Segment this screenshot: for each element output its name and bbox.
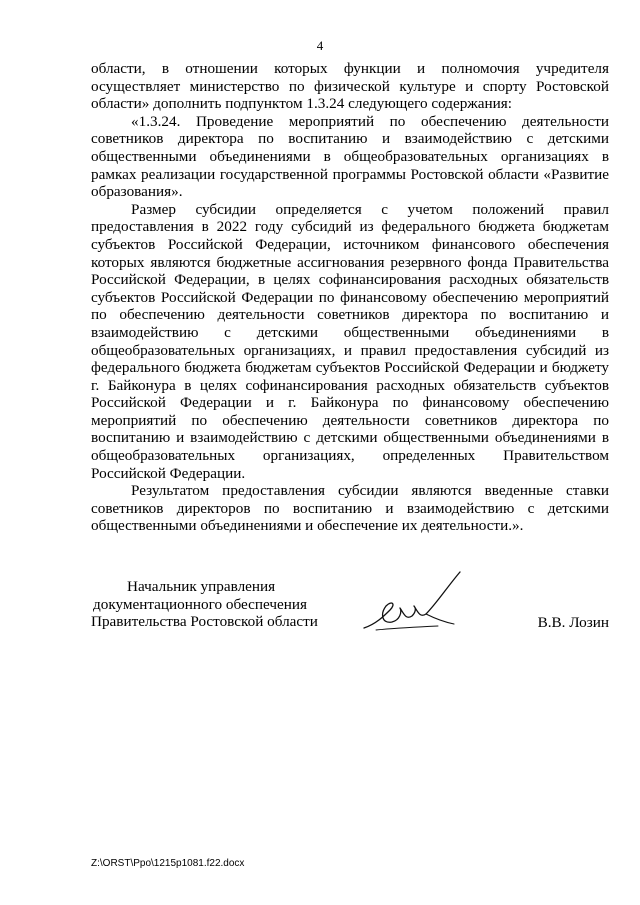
document-body bbox=[91, 60, 609, 535]
page-number: 4 bbox=[316, 38, 324, 53]
handwritten-signature bbox=[356, 566, 476, 638]
signatory-title-line: Начальник управления bbox=[127, 578, 276, 595]
paragraph: «1.3.24. Проведение мероприятий по обеспечению деятельности советников директора по воспитанию и взаимодействию с детскими общественными объединениями в общеобразовательных организациях в рамках реализации государственной программы Ростовской области «Развитие образования». bbox=[91, 112, 609, 201]
signatory-title-line: документационного обеспечения bbox=[93, 595, 307, 613]
footer-file-path: Z:\ORST\Ppo\1215p1081.f22.docx bbox=[91, 858, 245, 869]
paragraph: Результатом предоставления субсидии являются введенные ставки советников директоров по воспитанию и взаимодействию с детскими общественными объединениями и обеспечение их деятельности.». bbox=[91, 482, 609, 535]
signatory-name: В.В. Лозин bbox=[537, 614, 609, 631]
paragraph: Размер субсидии определяется с учетом положений правил предоставления в 2022 году субсидий из федерального бюджета бюджетам субъектов Российской Федерации, источником финансового обеспечения которых являются бюджетные ассигнования резервного фонда Правительства Российской Федерации, в целях софинансирования расходных обязательств субъектов Российской Федерации по финансовому обеспечению мероприятий по обеспечению деятельности советников директора по воспитанию и взаимодействию с детскими общественными объединениями в общеобразовательных организациях, и правил предоставления субсидий из федерального бюджета бюджетам субъектов Российской Федерации и бюджету г. Байконура в целях софинансирования расходных обязательств субъектов Российской Федерации и г. Байконура по финансовому обеспечению мероприятий по обеспечению деятельности советников директора по воспитанию и взаимодействию с детскими общественными объединениями в общеобразовательных организациях, определенных Правительством Российской Федерации. bbox=[91, 200, 609, 482]
signatory-title-line: Правительства Ростовской области bbox=[91, 613, 318, 631]
paragraph: области, в отношении которых функции и полномочия учредителя осуществляет министерство по физической культуре и спорту Ростовской области» дополнить подпунктом 1.3.24 следующего содержания: bbox=[91, 60, 609, 113]
signature-block bbox=[91, 578, 609, 638]
signatory-title bbox=[91, 578, 331, 631]
